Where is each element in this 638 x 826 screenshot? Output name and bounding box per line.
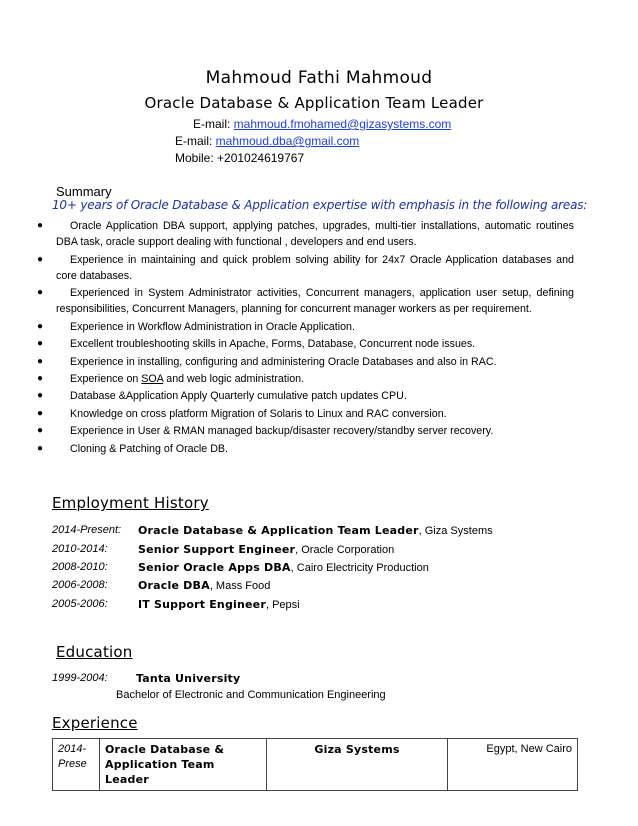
employment-company: , Pepsi xyxy=(265,599,300,611)
experience-company-cell: Giza Systems xyxy=(267,739,448,791)
job-title: Oracle Database & Application Team Leader xyxy=(144,94,484,112)
bullet-icon: ● xyxy=(37,253,44,265)
education-school: Tanta University xyxy=(136,672,241,685)
list-item: ● Experience in Workflow Administration in Oracle Application. xyxy=(34,319,574,335)
email-label: E-mail: xyxy=(193,117,234,131)
list-item: ● Experience in installing, configuring and administering Oracle Databases and also in RAC. xyxy=(34,354,574,370)
mobile-line: Mobile: +201024619767 xyxy=(175,151,305,165)
bullet-icon: ● xyxy=(37,407,44,419)
bullet-icon: ● xyxy=(37,442,44,454)
list-item: ● Experienced in System Administrator activities, Concurrent managers, application user setup, defining responsibilities, Concurrent Managers, planning for concurrent manager workers as per requirement. xyxy=(37,287,574,316)
employment-company: , Oracle Corporation xyxy=(295,544,395,556)
email-label: E-mail: xyxy=(175,134,216,148)
education-heading: Education xyxy=(56,643,133,661)
list-item: ● Oracle Application DBA support, applying patches, upgrades, multi-tier installations, automatic routines DBA task, oracle support dealing with functional , developers and end users. xyxy=(37,220,574,249)
bullet-icon: ● xyxy=(37,338,44,350)
employment-company: , Mass Food xyxy=(209,580,271,592)
employment-role: Oracle Database & Application Team Leader xyxy=(138,524,419,537)
list-item: ● Experience in maintaining and quick problem solving ability for 24x7 Oracle Application databases and core databases. xyxy=(37,253,574,282)
bullet-icon: ● xyxy=(37,355,44,367)
bullet-icon: ● xyxy=(37,390,44,402)
employment-date: 2010-2014: xyxy=(52,543,108,555)
table-row xyxy=(53,739,578,791)
employment-role: Senior Oracle Apps DBA xyxy=(138,561,291,574)
employment-heading: Employment History xyxy=(52,494,209,512)
email-link-2[interactable]: mahmoud.dba@gmail.com xyxy=(215,134,360,148)
email-link-1[interactable]: mahmoud.fmohamed@gizasystems.com xyxy=(233,117,452,131)
experience-heading: Experience xyxy=(52,714,138,732)
employment-date: 2006-2008: xyxy=(52,579,108,591)
list-item: ● Cloning & Patching of Oracle DB. xyxy=(34,441,574,457)
employment-role: Senior Support Engineer xyxy=(138,543,296,556)
employment-role: Oracle DBA xyxy=(138,579,210,592)
list-item: ● Excellent troubleshooting skills in Apache, Forms, Database, Concurrent node issues. xyxy=(34,336,574,352)
summary-heading: Summary xyxy=(56,184,112,199)
list-item: ● Experience on SOA and web logic administration. xyxy=(34,371,574,387)
experience-date-cell: 2014- Prese xyxy=(53,739,100,791)
employment-company: , Giza Systems xyxy=(418,525,493,537)
bullet-icon: ● xyxy=(37,320,44,332)
bullet-icon: ● xyxy=(37,425,44,437)
experience-role-cell: Oracle Database & Application Team Leader xyxy=(100,739,267,791)
employment-company: , Cairo Electricity Production xyxy=(290,562,429,574)
employment-date: 2014-Present: xyxy=(52,524,122,536)
bullet-icon: ● xyxy=(37,220,44,231)
summary-intro: 10+ years of Oracle Database & Application expertise with emphasis in the following areas: xyxy=(52,198,588,212)
email-line-1 xyxy=(193,117,451,131)
experience-location-cell: Egypt, New Cairo xyxy=(448,739,578,791)
candidate-name: Mahmoud Fathi Mahmoud xyxy=(205,68,433,88)
list-item: ● Knowledge on cross platform Migration of Solaris to Linux and RAC conversion. xyxy=(34,406,574,422)
summary-bullet-list xyxy=(34,218,574,458)
employment-date: 2005-2006: xyxy=(52,598,108,610)
education-date: 1999-2004: xyxy=(52,672,108,684)
employment-role: IT Support Engineer xyxy=(138,598,266,611)
bullet-icon: ● xyxy=(37,372,44,384)
experience-table xyxy=(52,738,578,791)
email-line-2 xyxy=(175,134,359,148)
bullet-icon: ● xyxy=(37,287,44,299)
education-degree: Bachelor of Electronic and Communication Engineering xyxy=(116,689,386,701)
list-item: ● Experience in User & RMAN managed backup/disaster recovery/standby server recovery. xyxy=(34,423,574,439)
employment-date: 2008-2010: xyxy=(52,561,108,573)
list-item: ● Database &Application Apply Quarterly cumulative patch updates CPU. xyxy=(34,388,574,404)
soa-link[interactable]: SOA xyxy=(141,372,164,385)
